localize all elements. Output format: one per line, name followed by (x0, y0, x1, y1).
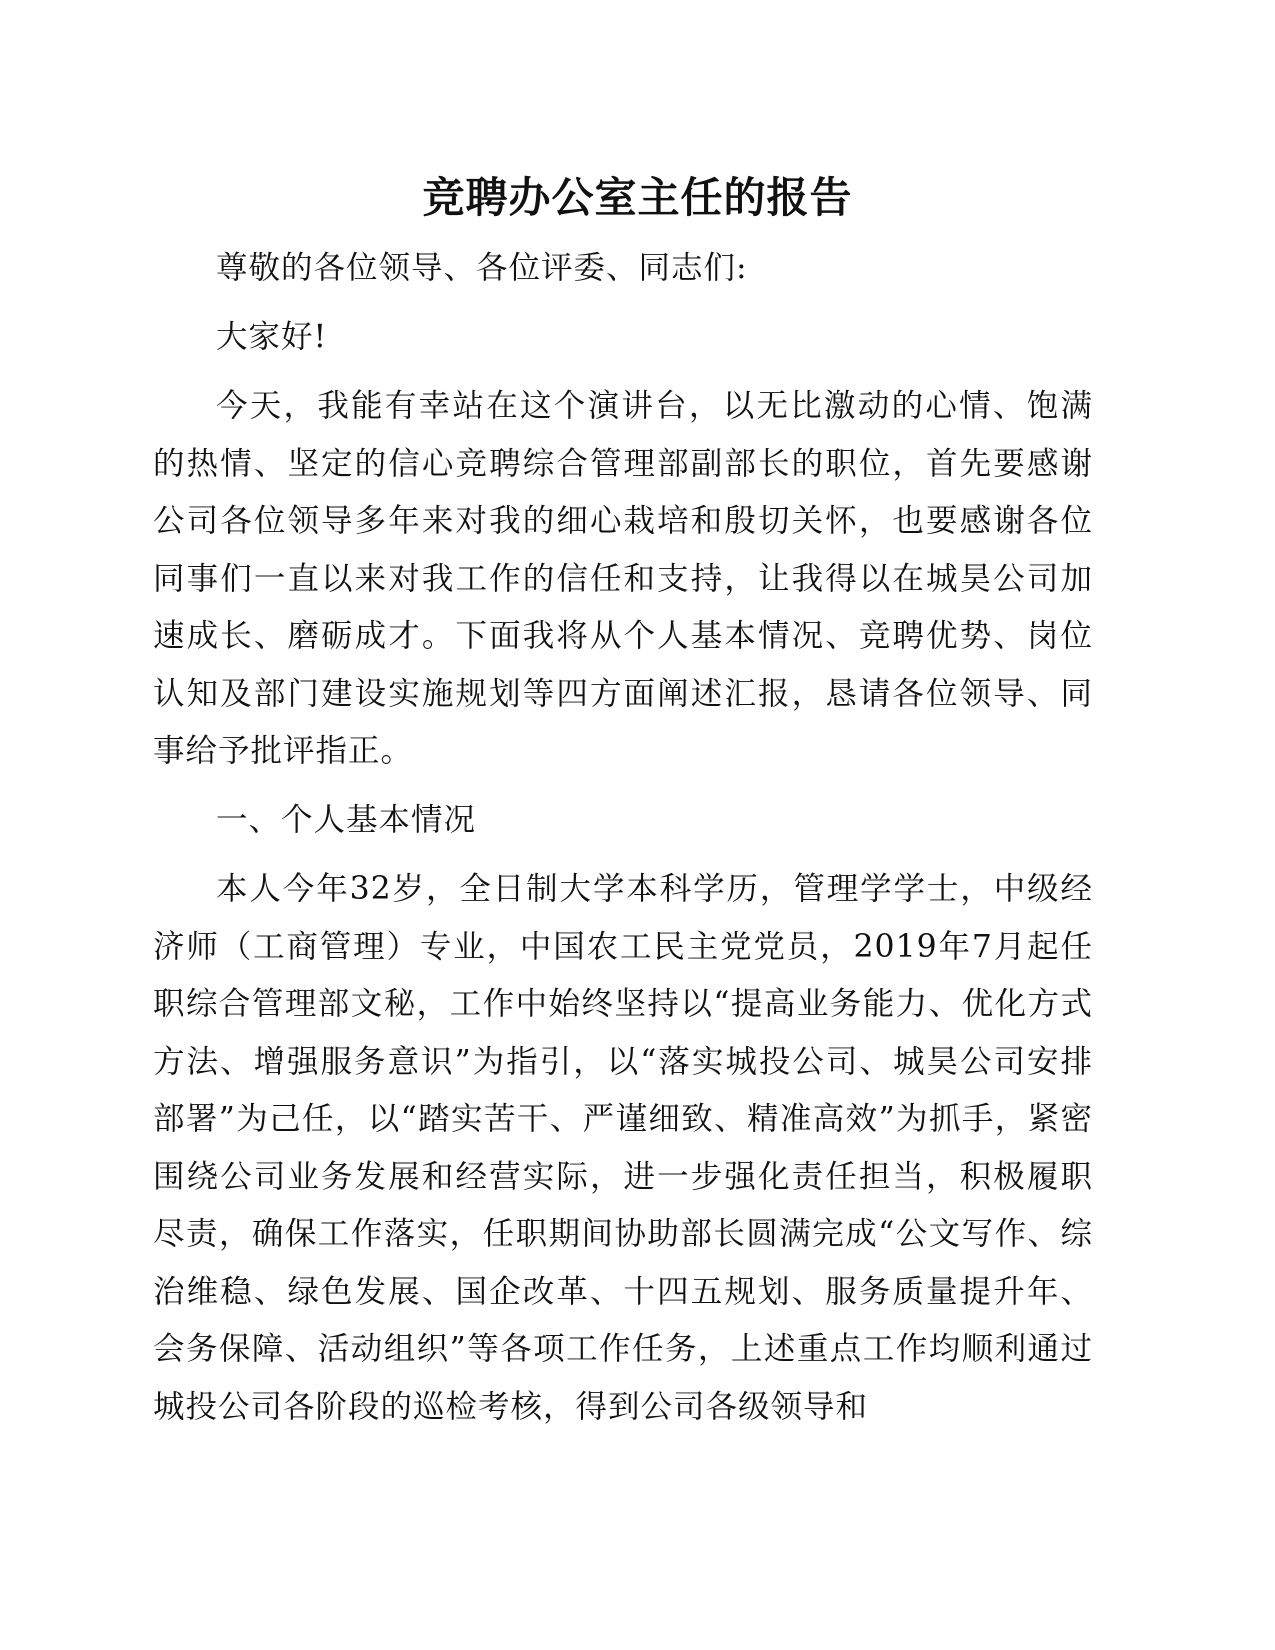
document-body (153, 240, 1093, 1448)
intro-paragraph: 今天，我能有幸站在这个演讲台，以无比激动的心情、饱满的热情、坚定的信心竞聘综合管理部副部长的职位，首先要感谢公司各位领导多年来对我的细心栽培和殷切关怀，也要感谢各位同事们一直以来对我工作的信任和支持，让我得以在城昊公司加速成长、磨砺成才。下面我将从个人基本情况、竞聘优势、岗位认知及部门建设实施规划等四方面阐述汇报，恳请各位领导、同事给予批评指正。 (153, 388, 1093, 769)
document-title: 竞聘办公室主任的报告 (422, 173, 853, 222)
salutation: 尊敬的各位领导、各位评委、同志们: (216, 250, 748, 286)
section-heading-personal-info: 一、个人基本情况 (216, 802, 477, 838)
greeting: 大家好! (216, 319, 328, 355)
personal-info-paragraph: 本人今年32岁，全日制大学本科学历，管理学学士，中级经济师（工商管理）专业，中国农工民主党党员，2019年7月起任职综合管理部文秘，工作中始终坚持以“提高业务能力、优化方式方法、增强服务意识”为指引，以“落实城投公司、城昊公司安排部署”为己任，以“踏实苦干、严谨细致、精准高效”为抓手，紧密围绕公司业务发展和经营实际，进一步强化责任担当，积极履职尽责，确保工作落实，任职期间协助部长圆满完成“公文写作、综治维稳、绿色发展、国企改革、十四五规划、服务质量提升年、会务保障、活动组织”等各项工作任务，上述重点工作均顺利通过城投公司各阶段的巡检考核，得到公司各级领导和 (153, 871, 1093, 1425)
